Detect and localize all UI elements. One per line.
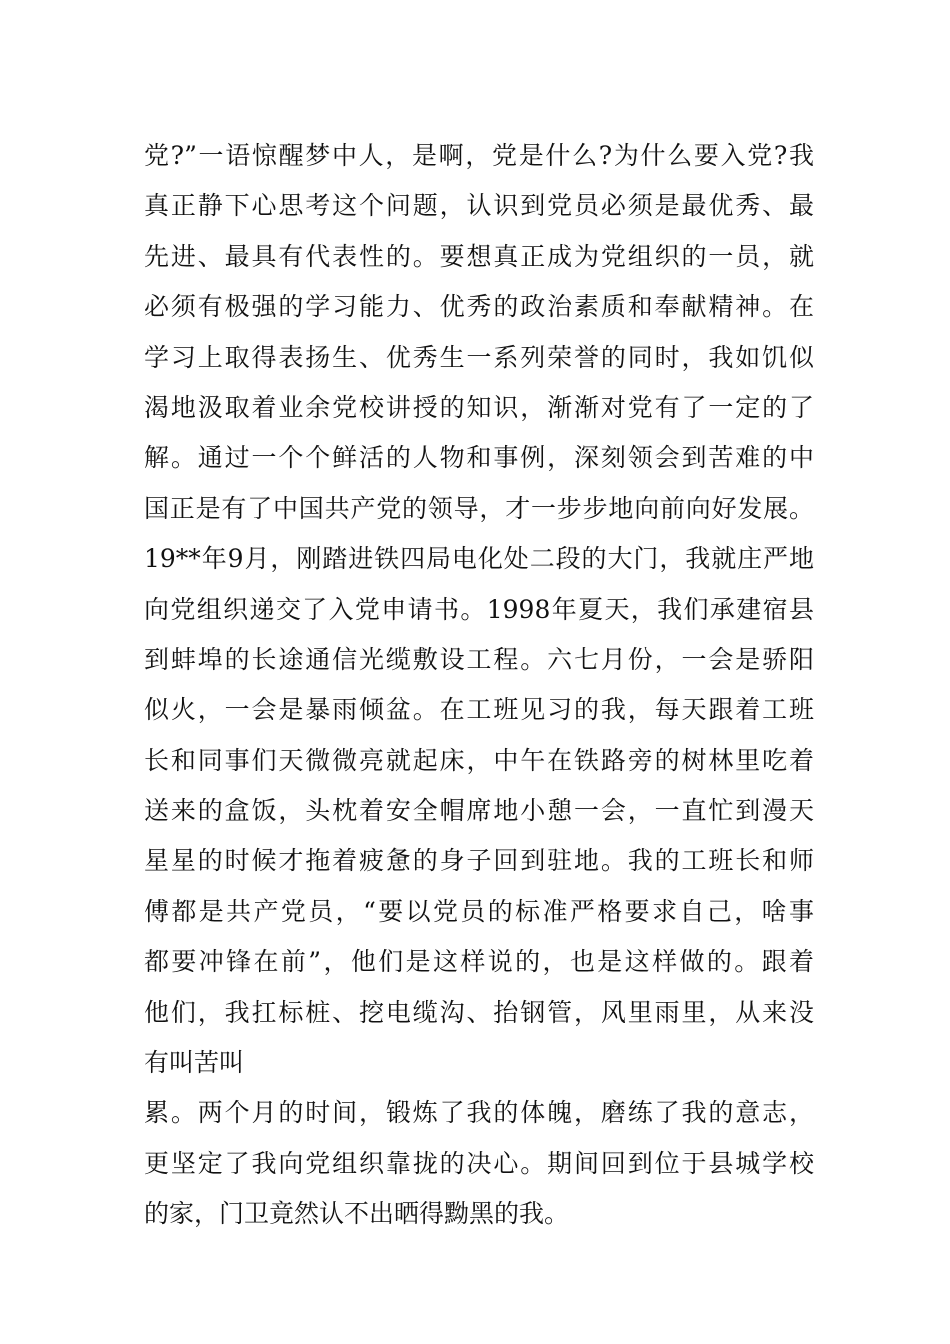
- text-line: 国正是有了中国共产党的领导，才一步步地向前向好发展。: [144, 493, 814, 523]
- text-line: 长和同事们天微微亮就起床，中午在铁路旁的树林里吃着: [144, 745, 814, 775]
- text-line: 必须有极强的学习能力、优秀的政治素质和奉献精神。在: [144, 292, 814, 322]
- text-line: 都要冲锋在前”，他们是这样说的，也是这样做的。跟着: [144, 947, 814, 977]
- text-line: 累。两个月的时间，锻炼了我的体魄，磨练了我的意志，: [144, 1098, 814, 1128]
- text-line: 他们，我扛标桩、挖电缆沟、抬钢管，风里雨里，从来没: [144, 997, 814, 1027]
- text-line: 送来的盒饭，头枕着安全帽席地小憩一会，一直忙到漫天: [144, 796, 814, 826]
- text-line: 渴地汲取着业余党校讲授的知识，渐渐对党有了一定的了: [144, 392, 814, 422]
- text-line: 的家，门卫竟然认不出晒得黝黑的我。: [144, 1199, 570, 1229]
- text-line: 学习上取得表扬生、优秀生一系列荣誉的同时，我如饥似: [144, 342, 814, 372]
- text-line: 真正静下心思考这个问题，认识到党员必须是最优秀、最: [144, 191, 814, 221]
- text-line: 解。通过一个个鲜活的人物和事例，深刻领会到苦难的中: [144, 443, 814, 473]
- text-line: 有叫苦叫: [144, 1048, 245, 1078]
- text-line: 到蚌埠的长途通信光缆敷设工程。六七月份，一会是骄阳: [144, 644, 814, 674]
- text-line: 先进、最具有代表性的。要想真正成为党组织的一员，就: [144, 241, 814, 271]
- text-line: 党?”一语惊醒梦中人，是啊，党是什么?为什么要入党?我: [144, 141, 814, 170]
- text-line: 似火，一会是暴雨倾盆。在工班见习的我，每天跟着工班: [144, 695, 814, 725]
- text-line: 向党组织递交了入党申请书。1998年夏天，我们承建宿县: [144, 594, 814, 624]
- text-line: 傅都是共产党员，“要以党员的标准严格要求自己，啥事: [144, 896, 814, 926]
- text-line: 星星的时候才拖着疲惫的身子回到驻地。我的工班长和师: [144, 846, 814, 876]
- text-line: 19**年9月，刚踏进铁四局电化处二段的大门，我就庄严地: [144, 544, 814, 574]
- body-text: [144, 131, 814, 1240]
- text-line: 更坚定了我向党组织靠拢的决心。期间回到位于县城学校: [144, 1148, 814, 1178]
